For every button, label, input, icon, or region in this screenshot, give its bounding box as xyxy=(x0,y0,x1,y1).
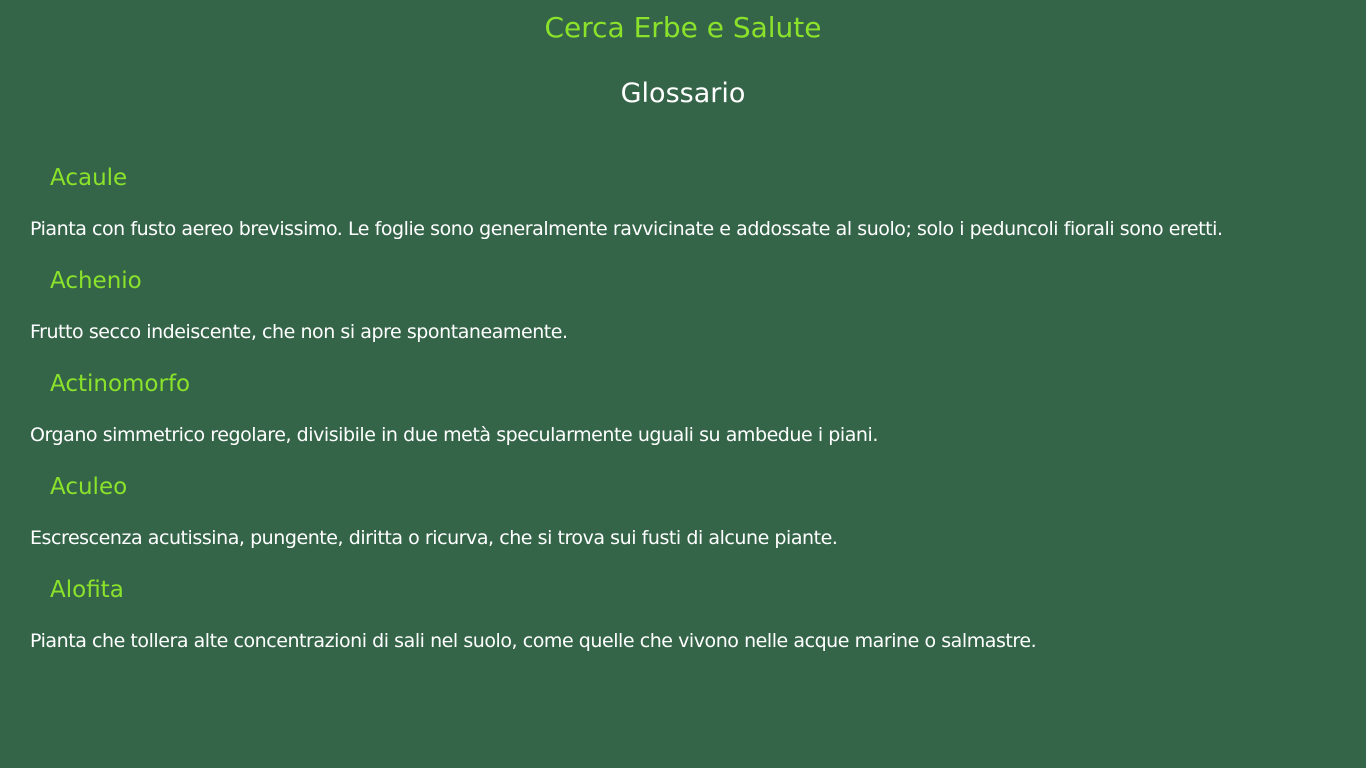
glossary-definition: Frutto secco indeiscente, che non si apre spontaneamente. xyxy=(30,321,568,343)
glossary-term: Aculeo xyxy=(50,474,128,500)
glossary-definition: Escrescenza acutissina, pungente, diritta o ricurva, che si trova sui fusti di alcune piante. xyxy=(30,527,838,549)
page-title: Glossario xyxy=(620,78,746,109)
app-title: Cerca Erbe e Salute xyxy=(544,11,822,44)
glossary-definition: Pianta con fusto aereo brevissimo. Le foglie sono generalmente ravvicinate e addossate al suolo; solo i peduncoli fiorali sono eretti. xyxy=(30,218,1223,240)
glossary-entry xyxy=(0,261,1366,347)
glossary-entry xyxy=(0,158,1366,244)
glossary-entry xyxy=(0,467,1366,553)
glossary-term: Alofita xyxy=(50,577,124,603)
glossary-term: Acaule xyxy=(50,165,128,191)
glossary-entry xyxy=(0,364,1366,450)
glossary-term: Achenio xyxy=(50,268,142,294)
glossary-entry xyxy=(0,570,1366,656)
glossary-definition: Pianta che tollera alte concentrazioni di sali nel suolo, come quelle che vivono nelle acque marine o salmastre. xyxy=(30,630,1037,652)
glossary-definition: Organo simmetrico regolare, divisibile in due metà specularmente uguali su ambedue i piani. xyxy=(30,424,878,446)
glossary-list[interactable] xyxy=(0,158,1366,673)
glossary-term: Actinomorfo xyxy=(50,371,191,397)
